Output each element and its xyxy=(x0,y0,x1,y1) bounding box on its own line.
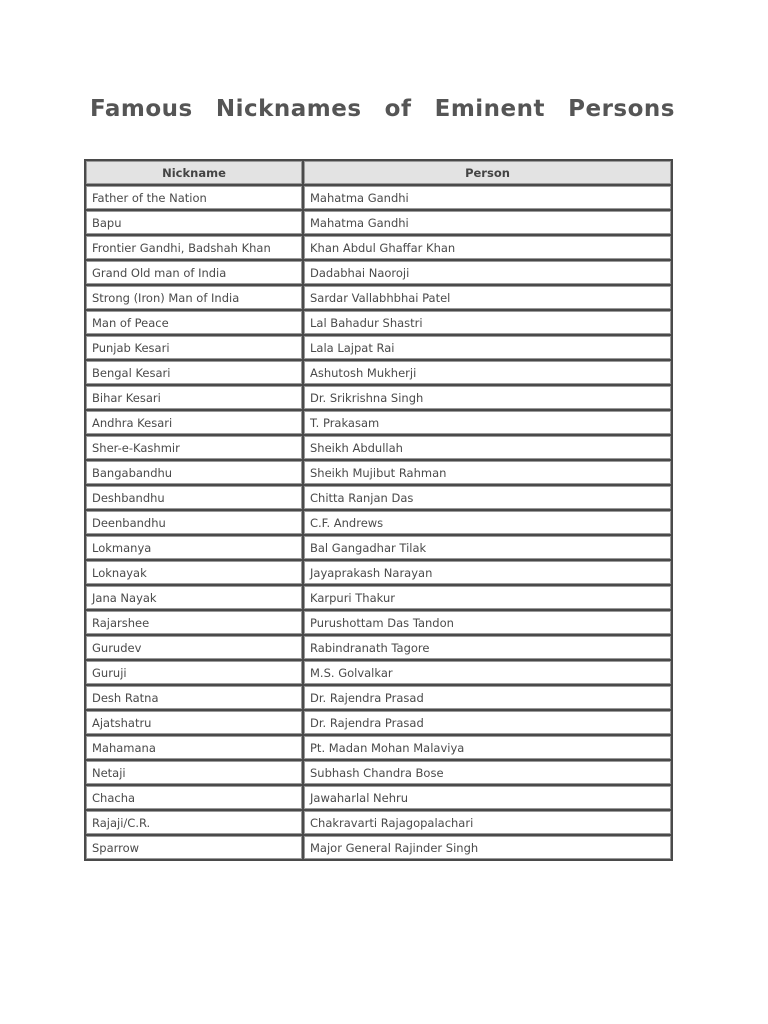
table-row xyxy=(86,511,671,534)
table-row xyxy=(86,436,671,459)
table-row xyxy=(86,261,671,284)
person-cell: Subhash Chandra Bose xyxy=(304,761,671,784)
table-row xyxy=(86,611,671,634)
person-cell: Pt. Madan Mohan Malaviya xyxy=(304,736,671,759)
table-row xyxy=(86,211,671,234)
person-cell: Dr. Rajendra Prasad xyxy=(304,686,671,709)
table-row xyxy=(86,536,671,559)
person-cell: T. Prakasam xyxy=(304,411,671,434)
person-cell: Dr. Rajendra Prasad xyxy=(304,711,671,734)
person-cell: Lal Bahadur Shastri xyxy=(304,311,671,334)
person-cell: Ashutosh Mukherji xyxy=(304,361,671,384)
table-header-row xyxy=(86,161,671,184)
nickname-cell: Chacha xyxy=(86,786,302,809)
table-row xyxy=(86,386,671,409)
nickname-cell: Sparrow xyxy=(86,836,302,859)
nickname-cell: Gurudev xyxy=(86,636,302,659)
person-cell: Lala Lajpat Rai xyxy=(304,336,671,359)
person-cell: Chitta Ranjan Das xyxy=(304,486,671,509)
nickname-cell: Man of Peace xyxy=(86,311,302,334)
table-row xyxy=(86,586,671,609)
table-row xyxy=(86,236,671,259)
nickname-cell: Loknayak xyxy=(86,561,302,584)
person-cell: Jawaharlal Nehru xyxy=(304,786,671,809)
nickname-cell: Punjab Kesari xyxy=(86,336,302,359)
nickname-cell: Frontier Gandhi, Badshah Khan xyxy=(86,236,302,259)
person-cell: Chakravarti Rajagopalachari xyxy=(304,811,671,834)
person-cell: Mahatma Gandhi xyxy=(304,211,671,234)
person-cell: Bal Gangadhar Tilak xyxy=(304,536,671,559)
nickname-cell: Sher-e-Kashmir xyxy=(86,436,302,459)
page-title: Famous Nicknames of Eminent Persons xyxy=(90,96,675,122)
nickname-cell: Mahamana xyxy=(86,736,302,759)
nickname-cell: Ajatshatru xyxy=(86,711,302,734)
nickname-cell: Bengal Kesari xyxy=(86,361,302,384)
table-row xyxy=(86,286,671,309)
nickname-cell: Netaji xyxy=(86,761,302,784)
nicknames-table-container xyxy=(84,159,673,861)
nickname-cell: Father of the Nation xyxy=(86,186,302,209)
person-cell: Dr. Srikrishna Singh xyxy=(304,386,671,409)
nickname-cell: Jana Nayak xyxy=(86,586,302,609)
nickname-cell: Bangabandhu xyxy=(86,461,302,484)
person-cell: Karpuri Thakur xyxy=(304,586,671,609)
person-cell: Khan Abdul Ghaffar Khan xyxy=(304,236,671,259)
table-row xyxy=(86,186,671,209)
table-row xyxy=(86,636,671,659)
table-row xyxy=(86,661,671,684)
person-cell: Sheikh Abdullah xyxy=(304,436,671,459)
table-row xyxy=(86,736,671,759)
nickname-cell: Lokmanya xyxy=(86,536,302,559)
nickname-cell: Grand Old man of India xyxy=(86,261,302,284)
nicknames-table xyxy=(84,159,673,861)
table-body xyxy=(86,186,671,859)
person-cell: Rabindranath Tagore xyxy=(304,636,671,659)
person-cell: Dadabhai Naoroji xyxy=(304,261,671,284)
person-cell: Jayaprakash Narayan xyxy=(304,561,671,584)
nickname-cell: Rajaji/C.R. xyxy=(86,811,302,834)
table-row xyxy=(86,761,671,784)
table-row xyxy=(86,336,671,359)
nickname-cell: Bihar Kesari xyxy=(86,386,302,409)
person-cell: C.F. Andrews xyxy=(304,511,671,534)
person-cell: Major General Rajinder Singh xyxy=(304,836,671,859)
person-cell: Sardar Vallabhbhai Patel xyxy=(304,286,671,309)
nickname-cell: Deenbandhu xyxy=(86,511,302,534)
nickname-cell: Bapu xyxy=(86,211,302,234)
header-person: Person xyxy=(304,161,671,184)
person-cell: Mahatma Gandhi xyxy=(304,186,671,209)
table-row xyxy=(86,711,671,734)
person-cell: M.S. Golvalkar xyxy=(304,661,671,684)
nickname-cell: Deshbandhu xyxy=(86,486,302,509)
table-row xyxy=(86,411,671,434)
person-cell: Sheikh Mujibut Rahman xyxy=(304,461,671,484)
table-row xyxy=(86,836,671,859)
person-cell: Purushottam Das Tandon xyxy=(304,611,671,634)
table-row xyxy=(86,311,671,334)
table-row xyxy=(86,786,671,809)
table-row xyxy=(86,486,671,509)
nickname-cell: Strong (Iron) Man of India xyxy=(86,286,302,309)
table-row xyxy=(86,811,671,834)
header-nickname: Nickname xyxy=(86,161,302,184)
table-row xyxy=(86,686,671,709)
table-row xyxy=(86,361,671,384)
nickname-cell: Rajarshee xyxy=(86,611,302,634)
nickname-cell: Andhra Kesari xyxy=(86,411,302,434)
table-row xyxy=(86,561,671,584)
nickname-cell: Guruji xyxy=(86,661,302,684)
table-row xyxy=(86,461,671,484)
nickname-cell: Desh Ratna xyxy=(86,686,302,709)
